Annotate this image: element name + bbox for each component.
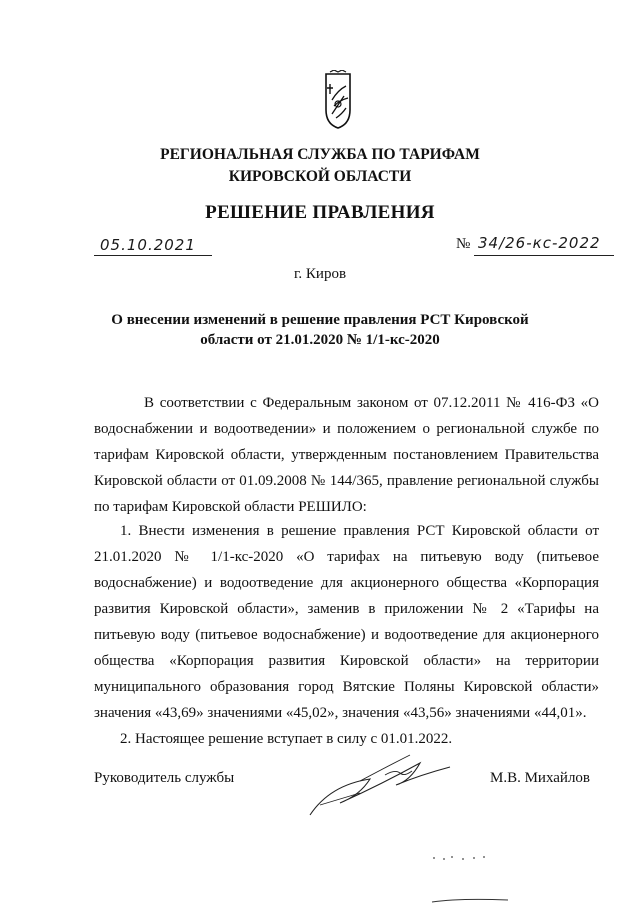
subject-line-1: О внесении изменений в решение правления РСТ Кировской bbox=[111, 312, 529, 328]
signatory-name: М.В. Михайлов bbox=[490, 770, 591, 786]
number-underline bbox=[474, 255, 614, 256]
city-name: г. Киров bbox=[293, 266, 347, 282]
document-type-title: РЕШЕНИЕ ПРАВЛЕНИЯ bbox=[205, 202, 435, 223]
date-underline bbox=[94, 255, 212, 256]
organization-line-1: РЕГИОНАЛЬНАЯ СЛУЖБА ПО ТАРИФАМ bbox=[160, 146, 480, 163]
number-sign: № bbox=[456, 236, 471, 252]
handwritten-signature-icon bbox=[300, 745, 470, 825]
document-date: 05.10.2021 bbox=[100, 236, 196, 254]
document-number: 34/26-кс-2022 bbox=[478, 234, 601, 252]
organization-line-2: КИРОВСКОЙ ОБЛАСТИ bbox=[228, 168, 412, 185]
document-subject bbox=[0, 310, 640, 350]
intro-paragraph: В соответствии с Федеральным законом от 07.12.2011 № 416-ФЗ «О водоснабжении и водоотведении» и положением о региональной службе по тарифам Кировской области, утвержденным постановлением Правительства Кировской области от 01.09.2008 № 144/365, правление региональной службы по тарифам Кировской области РЕШИЛО: bbox=[94, 395, 599, 515]
scan-artifact bbox=[430, 896, 510, 904]
organization-name bbox=[0, 144, 640, 188]
signatory-role: Руководитель службы bbox=[94, 770, 235, 786]
decision-item-1: 1. Внести изменения в решение правления РСТ Кировской области от 21.01.2020 № 1/1-кс-2020 «О тарифах на питьевую воду (питьевое водоснабжение) и водоотведение для акционерного общества «Корпорация развития Кировской области», заменив в приложении № 2 «Тарифы на питьевую воду (питьевое водоснабжение) и водоотведение для акционерного общества «Корпорация развития Кировской области» на территории муниципального образования город Вятские Поляны Кировской области» значения «43,69» значениями «45,02», значения «43,56» значениями «44,01». bbox=[94, 523, 599, 721]
coat-of-arms-icon bbox=[318, 70, 358, 132]
subject-line-2: области от 21.01.2020 № 1/1-кс-2020 bbox=[200, 332, 440, 348]
scan-dots bbox=[430, 852, 490, 864]
decision-item-2: 2. Настоящее решение вступает в силу с 01.01.2022. bbox=[120, 731, 453, 747]
